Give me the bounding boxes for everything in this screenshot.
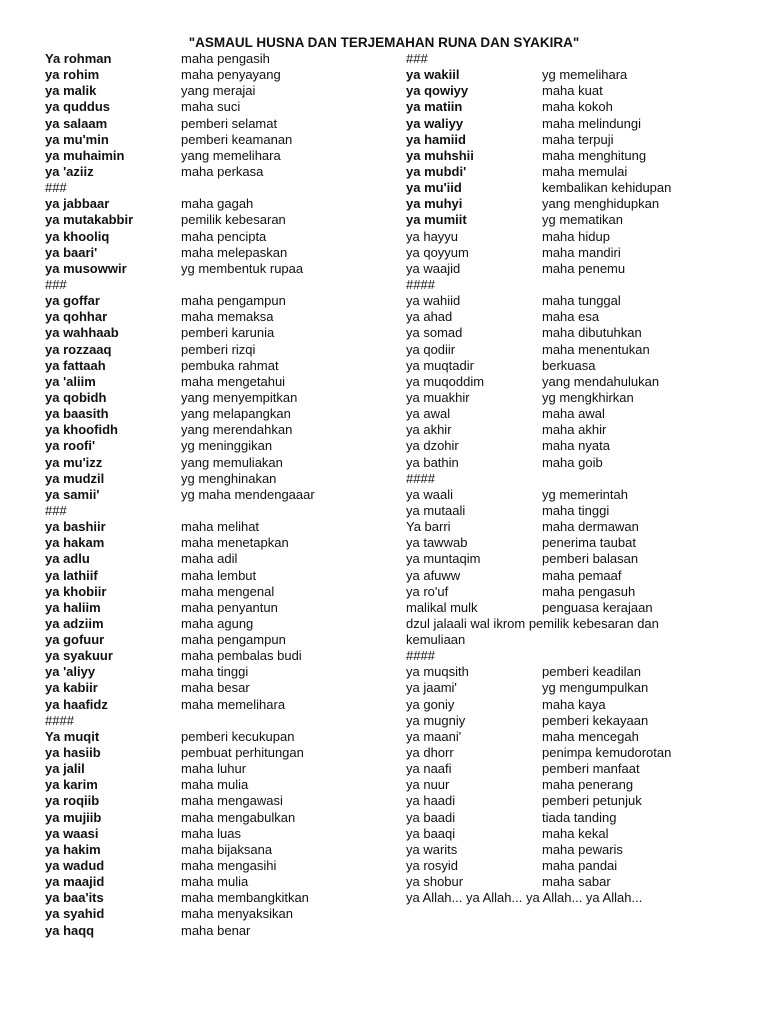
asma-meaning: maha mengetahui <box>181 373 286 389</box>
asma-meaning: maha besar <box>181 680 250 696</box>
asma-name: ya mudzil <box>45 470 105 486</box>
asma-name: ya mugniy <box>406 712 466 728</box>
asma-meaning: maha mulia <box>181 874 249 890</box>
asma-meaning: maha pandai <box>542 858 618 874</box>
asma-meaning: pemberi balasan <box>542 551 639 567</box>
asma-meaning: maha penyayang <box>181 67 281 83</box>
asma-meaning: pemberi petunjuk <box>542 793 642 809</box>
asma-meaning: pemilik kebesaran <box>181 212 286 228</box>
full-line-text: kemuliaan <box>406 632 466 648</box>
asma-meaning: pembuka rahmat <box>181 357 279 373</box>
asma-name: ya qowiyy <box>406 83 469 99</box>
asma-name: ya khooliq <box>45 228 110 244</box>
asma-meaning: maha menetapkan <box>181 535 289 551</box>
asma-name: ya mu'izz <box>45 454 103 470</box>
asma-meaning: maha terpuji <box>542 131 614 147</box>
asma-name: ya somad <box>406 325 463 341</box>
full-line-text: ya Allah... ya Allah... ya Allah... ya Allah... <box>406 890 643 906</box>
asma-meaning: maha tunggal <box>542 293 621 309</box>
asma-meaning: maha pencipta <box>181 228 267 244</box>
asma-meaning: maha lembut <box>181 567 257 583</box>
full-line-text: dzul jalaali wal ikrom pemilik kebesaran dan <box>406 615 659 631</box>
asma-name: ### <box>45 502 67 518</box>
asma-name: ya haqq <box>45 922 95 938</box>
asma-name: ya dhorr <box>406 745 454 761</box>
asma-meaning: maha nyata <box>542 438 610 454</box>
asma-meaning: maha melihat <box>181 519 260 535</box>
asma-meaning: pemberi manfaat <box>542 761 640 777</box>
asma-meaning: pemberi keadilan <box>542 664 642 680</box>
asma-meaning: maha penyantun <box>181 599 278 615</box>
asma-name: #### <box>406 648 435 664</box>
asma-meaning: maha penerang <box>542 777 634 793</box>
asma-meaning: maha menghitung <box>542 147 647 163</box>
asma-name: ya roofi' <box>45 438 96 454</box>
asma-meaning: maha mandiri <box>542 244 621 260</box>
asma-meaning: maha tinggi <box>542 502 610 518</box>
asma-meaning: penimpa kemudorotan <box>542 745 672 761</box>
asma-name: ya mubdi' <box>406 163 467 179</box>
asma-meaning: maha kaya <box>542 696 606 712</box>
asma-name: ya baa'its <box>45 890 104 906</box>
asma-name: ya waajid <box>406 260 461 276</box>
asma-meaning: yang menyempitkan <box>181 389 298 405</box>
asma-name: ya akhir <box>406 422 452 438</box>
asma-name: ya hakim <box>45 841 101 857</box>
asma-meaning: maha luas <box>181 825 241 841</box>
asma-name: ya syakuur <box>45 648 113 664</box>
asma-name: ya 'aliyy <box>45 664 96 680</box>
asma-name: #### <box>45 712 74 728</box>
asma-meaning: yg memelihara <box>542 67 628 83</box>
asma-name: ya goniy <box>406 696 455 712</box>
asma-meaning: maha penemu <box>542 260 626 276</box>
asma-name: ya mumiit <box>406 212 467 228</box>
asma-name: ya mutaali <box>406 502 466 518</box>
asma-name: ya muntaqim <box>406 551 481 567</box>
asma-name: ya dzohir <box>406 438 459 454</box>
asma-name: ya qobidh <box>45 389 107 405</box>
asma-meaning: yang merendahkan <box>181 422 293 438</box>
asma-name: ya tawwab <box>406 535 468 551</box>
asma-meaning: yg maha mendengaaar <box>181 486 315 502</box>
asma-meaning: pemberi keamanan <box>181 131 293 147</box>
asma-meaning: maha mengawasi <box>181 793 283 809</box>
asma-name: ya matiin <box>406 99 463 115</box>
asma-name: ya muqsith <box>406 664 469 680</box>
asma-meaning: maha perkasa <box>181 163 264 179</box>
asma-meaning: yg membentuk rupaa <box>181 260 304 276</box>
asma-meaning: maha tinggi <box>181 664 249 680</box>
asma-name: ya bathin <box>406 454 459 470</box>
asma-name: ya khobiir <box>45 583 107 599</box>
asma-name: ya haafidz <box>45 696 108 712</box>
asma-name: ya mu'min <box>45 131 109 147</box>
asma-meaning: maha memelihara <box>181 696 286 712</box>
asma-name: ya baaqi <box>406 825 456 841</box>
asma-name: ya awal <box>406 406 451 422</box>
asma-meaning: maha pemaaf <box>542 567 622 583</box>
asma-meaning: yang memelihara <box>181 147 281 163</box>
asma-name: ya nuur <box>406 777 450 793</box>
asma-name: ya rosyid <box>406 858 459 874</box>
asma-meaning: maha pewaris <box>542 841 623 857</box>
asma-meaning: maha gagah <box>181 196 254 212</box>
asma-name: ya baari' <box>45 244 98 260</box>
asma-meaning: pemberi selamat <box>181 115 278 131</box>
asma-name: ya wahiid <box>406 293 461 309</box>
asma-name: ya karim <box>45 777 98 793</box>
asma-name: malikal mulk <box>406 599 478 615</box>
asma-name: ya jabbaar <box>45 196 110 212</box>
asma-meaning: maha mengenal <box>181 583 275 599</box>
asma-name: ya mu'iid <box>406 180 462 196</box>
asma-name: ### <box>406 51 428 66</box>
asma-meaning: penerima taubat <box>542 535 636 551</box>
asma-name: ### <box>45 180 67 196</box>
asma-name: ya rozzaaq <box>45 341 112 357</box>
asma-meaning: maha pengasih <box>181 51 270 66</box>
asma-name: ya fattaah <box>45 357 106 373</box>
asma-name: ya maani' <box>406 728 462 744</box>
asma-meaning: maha luhur <box>181 761 247 777</box>
asma-meaning: maha kekal <box>542 825 609 841</box>
asma-meaning: maha benar <box>181 922 251 938</box>
asma-name: ya goffar <box>45 293 100 309</box>
asma-meaning: tiada tanding <box>542 809 617 825</box>
asma-name: ya wakiil <box>406 67 460 83</box>
asma-name: ya ahad <box>406 309 453 325</box>
asma-meaning: penguasa kerajaan <box>542 599 653 615</box>
asma-name: ya muakhir <box>406 389 470 405</box>
asma-meaning: pemberi rizqi <box>181 341 256 357</box>
asma-meaning: maha dibutuhkan <box>542 325 642 341</box>
asma-name: ya hakam <box>45 535 105 551</box>
asma-meaning: berkuasa <box>542 357 596 373</box>
asma-meaning: maha mengasihi <box>181 858 277 874</box>
asma-name: ya adziim <box>45 615 104 631</box>
asma-name: ya wahhaab <box>45 325 119 341</box>
asma-meaning: yang melapangkan <box>181 406 291 422</box>
asma-meaning: maha dermawan <box>542 519 639 535</box>
asma-meaning: yg meninggikan <box>181 438 273 454</box>
asma-meaning: maha melindungi <box>542 115 642 131</box>
asma-meaning: maha akhir <box>542 422 607 438</box>
asma-meaning: maha goib <box>542 454 603 470</box>
asma-meaning: maha pembalas budi <box>181 648 302 664</box>
asma-name: ya ro'uf <box>406 583 449 599</box>
asma-name: ya maajid <box>45 874 105 890</box>
asma-meaning: pemberi kekayaan <box>542 712 649 728</box>
asma-meaning: yang mendahulukan <box>542 373 660 389</box>
document-title: "ASMAUL HUSNA DAN TERJEMAHAN RUNA DAN SYAKIRA" <box>188 35 580 50</box>
asma-name: ya waali <box>406 486 453 502</box>
asma-name: ya malik <box>45 83 97 99</box>
asma-meaning: yg mematikan <box>542 212 623 228</box>
asma-meaning: pembuat perhitungan <box>181 745 304 761</box>
asma-name: ya kabiir <box>45 680 98 696</box>
asma-meaning: kembalikan kehidupan <box>542 180 672 196</box>
asma-name: ya bashiir <box>45 519 106 535</box>
asma-name: ya qoyyum <box>406 244 469 260</box>
asma-name: #### <box>406 276 435 292</box>
asma-meaning: yang menghidupkan <box>542 196 660 212</box>
asma-meaning: maha suci <box>181 99 241 115</box>
asma-meaning: maha memulai <box>542 163 628 179</box>
asma-name: ya hamiid <box>406 131 466 147</box>
asma-meaning: yg memerintah <box>542 486 628 502</box>
asma-meaning: maha pengampun <box>181 293 286 309</box>
asma-meaning: maha bijaksana <box>181 841 273 857</box>
asma-meaning: pemberi karunia <box>181 325 275 341</box>
asma-meaning: yang memuliakan <box>181 454 283 470</box>
asma-meaning: maha kuat <box>542 83 603 99</box>
asma-name: ya jaami' <box>406 680 457 696</box>
asma-meaning: yg menghinakan <box>181 470 277 486</box>
asma-meaning: maha kokoh <box>542 99 613 115</box>
asma-name: Ya barri <box>406 519 451 535</box>
asma-name: ### <box>45 276 67 292</box>
asma-meaning: maha mencegah <box>542 728 639 744</box>
asma-meaning: maha mulia <box>181 777 249 793</box>
asma-meaning: maha memaksa <box>181 309 274 325</box>
asma-name: ya muhyi <box>406 196 463 212</box>
asma-name: ya 'aziiz <box>45 163 94 179</box>
asma-meaning: yg mengumpulkan <box>542 680 649 696</box>
asma-name: ya roqiib <box>45 793 100 809</box>
asma-name: ya muhshii <box>406 147 474 163</box>
asma-meaning: maha awal <box>542 406 605 422</box>
asma-meaning: pemberi kecukupan <box>181 728 295 744</box>
asma-name: ya wadud <box>45 858 105 874</box>
asma-meaning: maha melepaskan <box>181 244 288 260</box>
asma-name: ya lathiif <box>45 567 98 583</box>
asma-name: ya gofuur <box>45 632 105 648</box>
asma-name: ya 'aliim <box>45 373 96 389</box>
asma-name: ya qodiir <box>406 341 456 357</box>
asma-name: ya warits <box>406 841 458 857</box>
asma-meaning: maha mengabulkan <box>181 809 296 825</box>
asma-name: ya adlu <box>45 551 90 567</box>
asma-name: ya afuww <box>406 567 461 583</box>
asma-name: ya baadi <box>406 809 456 825</box>
asma-meaning: maha hidup <box>542 228 610 244</box>
asma-meaning: maha pengasuh <box>542 583 636 599</box>
asma-name: ya jalil <box>45 761 85 777</box>
asma-name: ya haliim <box>45 599 101 615</box>
asma-meaning: maha pengampun <box>181 632 286 648</box>
asma-name: ya khoofidh <box>45 422 118 438</box>
asma-name: ya haadi <box>406 793 456 809</box>
asma-name: ya hasiib <box>45 745 101 761</box>
asma-meaning: yang merajai <box>181 83 256 99</box>
asma-meaning: yg mengkhirkan <box>542 389 634 405</box>
asma-meaning: maha menyaksikan <box>181 906 293 922</box>
asma-name: ya shobur <box>406 874 464 890</box>
asma-name: ya muhaimin <box>45 147 125 163</box>
asma-name: ya muqoddim <box>406 373 485 389</box>
asma-meaning: maha adil <box>181 551 238 567</box>
asma-name: ya naafi <box>406 761 452 777</box>
asma-name: ya mujiib <box>45 809 102 825</box>
asma-name: Ya rohman <box>45 51 112 66</box>
asma-name: #### <box>406 470 435 486</box>
asma-name: ya waliyy <box>406 115 464 131</box>
asma-meaning: maha membangkitkan <box>181 890 309 906</box>
asma-name: ya qohhar <box>45 309 108 325</box>
asma-name: ya musowwir <box>45 260 127 276</box>
asma-name: ya syahid <box>45 906 105 922</box>
asma-name: ya mutakabbir <box>45 212 134 228</box>
asma-name: Ya muqit <box>45 728 100 744</box>
asma-name: ya samii' <box>45 486 100 502</box>
asma-name: ya rohim <box>45 67 100 83</box>
asma-name: ya salaam <box>45 115 108 131</box>
asma-name: ya waasi <box>45 825 99 841</box>
asma-name: ya baasith <box>45 406 109 422</box>
asma-meaning: maha esa <box>542 309 600 325</box>
asma-meaning: maha agung <box>181 615 254 631</box>
asma-meaning: maha sabar <box>542 874 611 890</box>
asma-meaning: maha menentukan <box>542 341 650 357</box>
asma-name: ya muqtadir <box>406 357 474 373</box>
asma-name: ya hayyu <box>406 228 459 244</box>
asma-name: ya quddus <box>45 99 111 115</box>
